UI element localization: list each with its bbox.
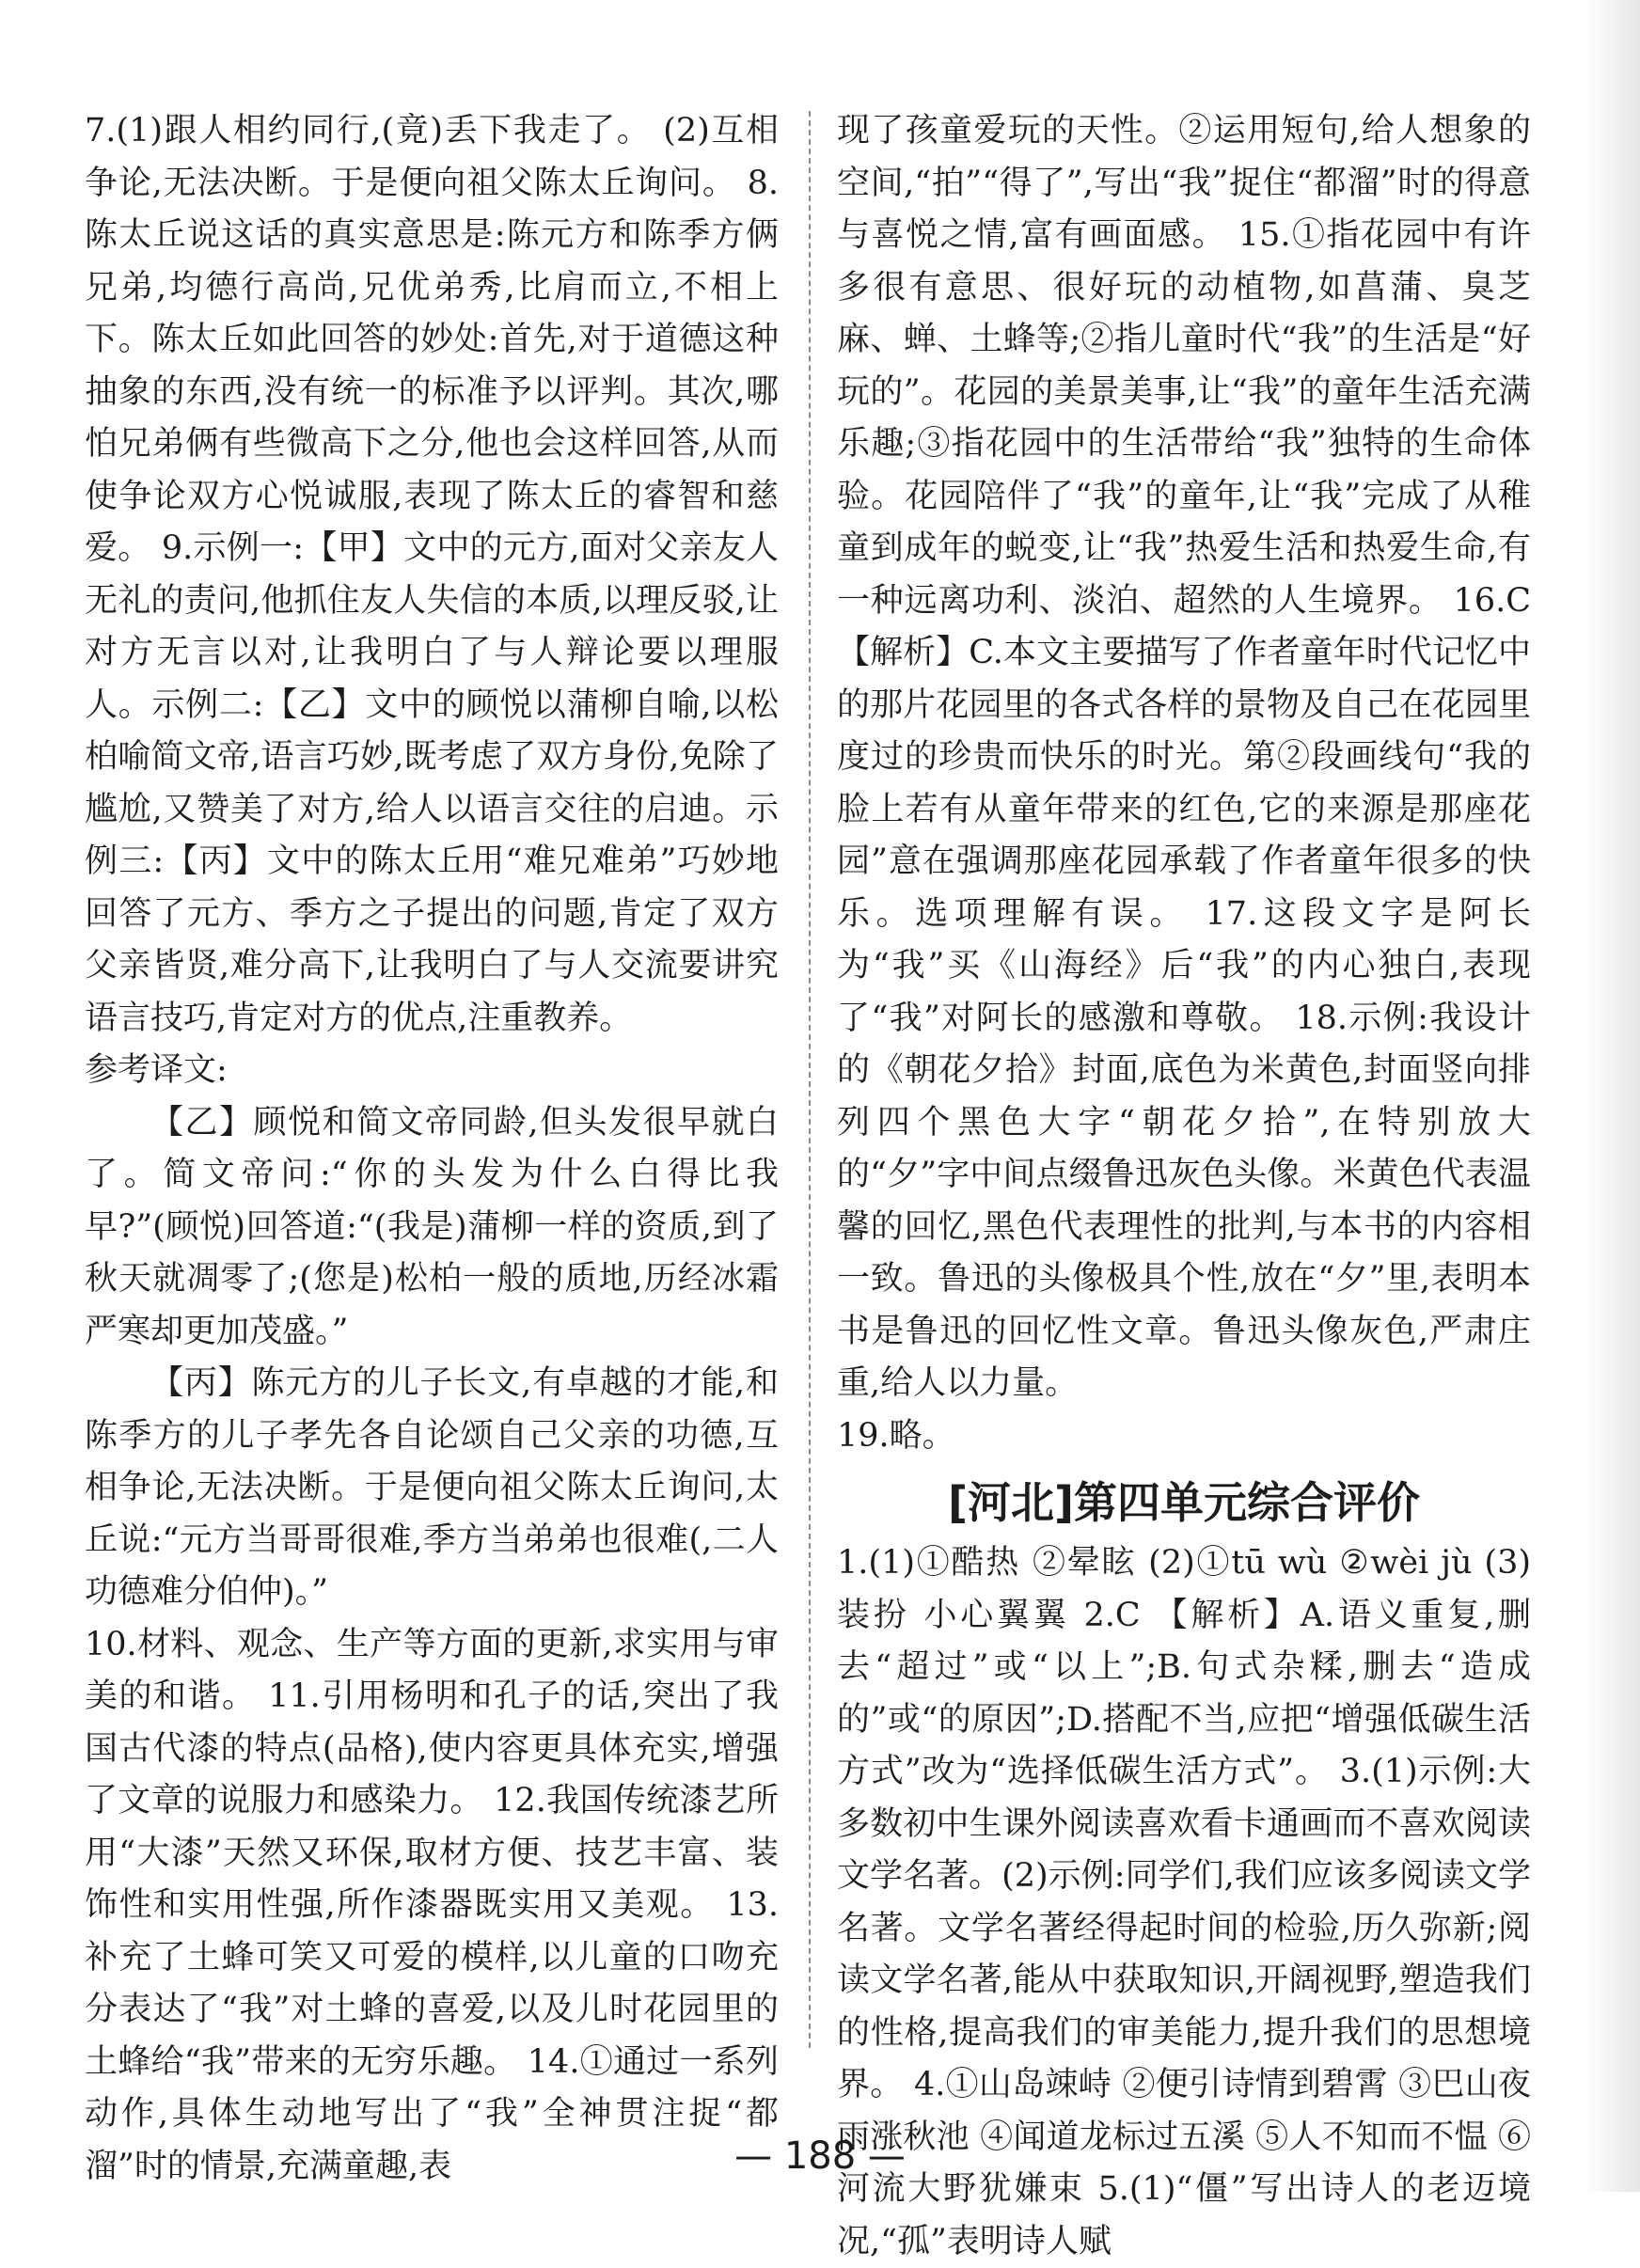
translation-bing: 【丙】陈元方的儿子长文,有卓越的才能,和陈季方的儿子孝先各自论颂自己父亲的功德,互相争论,无法决断。于是便向祖父陈太丘询问,太丘说:“元方当哥哥很难,季方当弟弟也很难(,二人功德难分伯仲)。” [85, 1364, 779, 1611]
column-divider [809, 111, 811, 2048]
answers-10-to-14: 10.材料、观念、生产等方面的更新,求实用与审美的和谐。 11.引用杨明和孔子的话,突出了我国古代漆的特点(品格),使内容更具体充实,增强了文章的说服力和感染力。 12.我国传统漆艺所用“大漆”天然又环保,取材方便、技艺丰富、装饰性和实用性强,所作漆器既实用又美观。 13.补充了土蜂可笑又可爱的模样,以儿童的口吻充分表达了“我”对土蜂的喜爱,以及儿时花园里的土蜂给“我”带来的无穷乐趣。 14.①通过一系列动作,具体生动地写出了“我”全神贯注捉“都溜”时的情景,充满童趣,表 [85, 1625, 779, 2185]
translation-yi: 【乙】顾悦和简文帝同龄,但头发很早就白了。简文帝问:“你的头发为什么白得比我早?”(顾悦)回答道:“(我是)蒲柳一样的资质,到了秋天就凋零了;(您是)松柏一般的质地,历经冰霜严寒却更加茂盛。” [85, 1103, 779, 1350]
answers-14-to-18: 现了孩童爱玩的天性。②运用短句,给人想象的空间,“拍”“得了”,写出“我”捉住“都溜”时的得意与喜悦之情,富有画面感。 15.①指花园中有许多很有意思、很好玩的动植物,如菖蒲、臭芝麻、蝉、土蜂等;②指儿童时代“我”的生活是“好玩的”。花园的美景美事,让“我”的童年生活充满乐趣;③指花园中的生活带给“我”独特的生命体验。花园陪伴了“我”的童年,让“我”完成了从稚童到成年的蜕变,让“我”热爱生活和热爱生命,有一种远离功利、淡泊、超然的人生境界。 16.C 【解析】C.本文主要描写了作者童年时代记忆中的那片花园里的各式各样的景物及自己在花园里度过的珍贵而快乐的时光。第②段画线句“我的脸上若有从童年带来的红色,它的来源是那座花园”意在强调那座花园承载了作者童年很多的快乐。选项理解有误。 17.这段文字是阿长为“我”买《山海经》后“我”的内心独白,表现了“我”对阿长的感激和尊敬。 18.示例:我设计的《朝花夕拾》封面,底色为米黄色,封面竖向排列四个黑色大字“朝花夕拾”,在特别放大的“夕”字中间点缀鲁迅灰色头像。米黄色代表温馨的回忆,黑色代表理性的批判,与本书的内容相一致。鲁迅的头像极具个性,放在“夕”里,表明本书是鲁迅的回忆性文章。鲁迅头像灰色,严肃庄重,给人以力量。 [837, 112, 1531, 1402]
translation-heading: 参考译文: [85, 1051, 228, 1089]
page-edge-shadow [1584, 0, 1640, 2192]
section-title: [河北]第四单元综合评价 [947, 1477, 1421, 1528]
right-column [837, 105, 1531, 2268]
page-number: — 188 — [734, 2134, 906, 2178]
unit-four-answers: 1.(1)①酷热 ②晕眩 (2)①tū wù ②wèi jù (3)装扮 小心翼翼 2.C 【解析】A.语义重复,删去“超过”或“以上”;B.句式杂糅,删去“造成的”或“的原因”;D.搭配不当,应把“增强低碳生活方式”改为“选择低碳生活方式”。 3.(1)示例:大多数初中生课外阅读喜欢看卡通画而不喜欢阅读文学名著。(2)示例:同学们,我们应该多阅读文学名著。文学名著经得起时间的检验,历久弥新;阅读文学名著,能从中获取知识,开阔视野,塑造我们的性格,提高我们的审美能力,提升我们的思想境界。 4.①山岛竦峙 ②便引诗情到碧霄 ③巴山夜雨涨秋池 ④闻道龙标过五溪 ⑤人不知而不愠 ⑥河流大野犹嫌束 5.(1)“僵”写出诗人的老迈境况,“孤”表明诗人赋 [837, 1544, 1531, 2260]
answers-7-to-9: 7.(1)跟人相约同行,(竟)丢下我走了。 (2)互相争论,无法决断。于是便向祖父陈太丘询问。 8.陈太丘说这话的真实意思是:陈元方和陈季方俩兄弟,均德行高尚,兄优弟秀,比肩而立,不相上下。陈太丘如此回答的妙处:首先,对于道德这种抽象的东西,没有统一的标准予以评判。其次,哪怕兄弟俩有些微高下之分,他也会这样回答,从而使争论双方心悦诚服,表现了陈太丘的睿智和慈爱。 9.示例一:【甲】文中的元方,面对父亲友人无礼的责问,他抓住友人失信的本质,以理反驳,让对方无言以对,让我明白了与人辩论要以理服人。示例二:【乙】文中的顾悦以蒲柳自喻,以松柏喻简文帝,语言巧妙,既考虑了双方身份,免除了尴尬,又赞美了对方,给人以语言交往的启迪。示例三:【丙】文中的陈太丘用“难兄难弟”巧妙地回答了元方、季方之子提出的问题,肯定了双方父亲皆贤,难分高下,让我明白了与人交流要讲究语言技巧,肯定对方的优点,注重教养。 [85, 112, 779, 1037]
left-column [85, 105, 779, 2193]
answer-19: 19.略。 [837, 1416, 955, 1455]
